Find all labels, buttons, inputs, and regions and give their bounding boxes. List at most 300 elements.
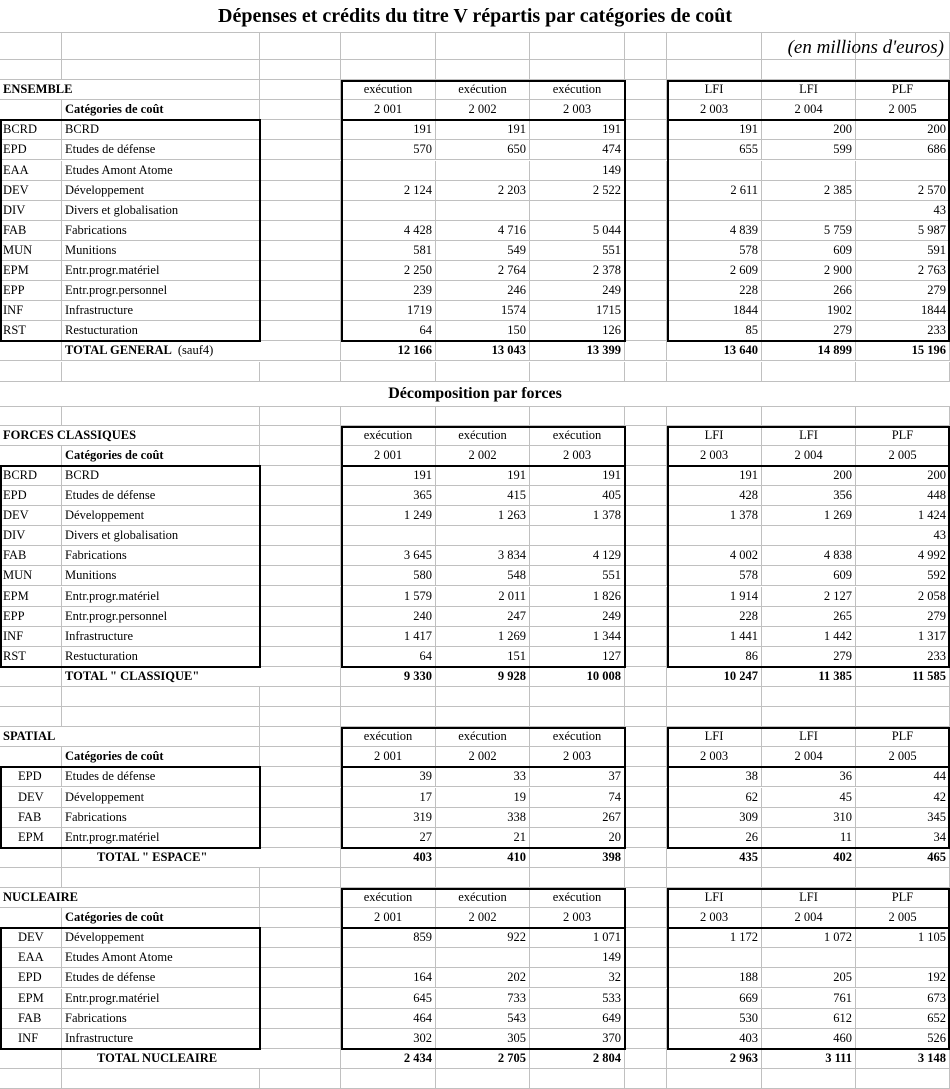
empty-cell[interactable]: [625, 707, 667, 727]
column-label[interactable]: exécution: [530, 888, 625, 908]
column-label[interactable]: exécution: [436, 727, 530, 747]
value-cell[interactable]: 34: [856, 828, 950, 848]
value-cell[interactable]: 338: [436, 808, 530, 828]
column-label[interactable]: LFI: [762, 888, 856, 908]
row-code[interactable]: DEV: [0, 506, 62, 526]
empty-cell[interactable]: [762, 687, 856, 707]
value-cell[interactable]: 609: [762, 566, 856, 586]
value-cell[interactable]: 151: [436, 647, 530, 667]
value-cell[interactable]: 1 344: [530, 627, 625, 647]
value-cell[interactable]: 365: [341, 486, 436, 506]
value-cell[interactable]: 2 058: [856, 587, 950, 607]
empty-cell[interactable]: [625, 1029, 667, 1049]
empty-cell[interactable]: [856, 687, 950, 707]
value-cell[interactable]: 2 763: [856, 261, 950, 281]
section-title[interactable]: ENSEMBLE: [0, 80, 260, 100]
empty-cell[interactable]: [762, 1069, 856, 1089]
value-cell[interactable]: 551: [530, 566, 625, 586]
value-cell[interactable]: [436, 161, 530, 181]
row-code[interactable]: FAB: [0, 808, 62, 828]
value-cell[interactable]: 4 839: [667, 221, 762, 241]
value-cell[interactable]: 200: [762, 466, 856, 486]
row-label[interactable]: Développement: [62, 181, 260, 201]
value-cell[interactable]: 1 269: [762, 506, 856, 526]
column-label[interactable]: LFI: [667, 888, 762, 908]
empty-cell[interactable]: [260, 446, 341, 466]
empty-cell[interactable]: [530, 362, 625, 382]
value-cell[interactable]: 279: [856, 607, 950, 627]
value-cell[interactable]: 44: [856, 767, 950, 787]
empty-cell[interactable]: [260, 281, 341, 301]
column-year[interactable]: 2 003: [667, 100, 762, 120]
value-cell[interactable]: 1719: [341, 301, 436, 321]
total-value[interactable]: 3 148: [856, 1049, 950, 1069]
row-label[interactable]: Munitions: [62, 566, 260, 586]
value-cell[interactable]: 191: [667, 120, 762, 140]
value-cell[interactable]: [762, 948, 856, 968]
value-cell[interactable]: 526: [856, 1029, 950, 1049]
row-code[interactable]: INF: [0, 627, 62, 647]
empty-cell[interactable]: [436, 362, 530, 382]
column-year[interactable]: 2 003: [530, 446, 625, 466]
empty-cell[interactable]: [260, 362, 341, 382]
value-cell[interactable]: 200: [856, 120, 950, 140]
row-code[interactable]: EPD: [0, 767, 62, 787]
value-cell[interactable]: [436, 526, 530, 546]
empty-cell[interactable]: [341, 362, 436, 382]
category-header[interactable]: Catégories de coût: [62, 100, 260, 120]
value-cell[interactable]: 2 011: [436, 587, 530, 607]
value-cell[interactable]: 650: [436, 140, 530, 160]
row-code[interactable]: EPD: [0, 140, 62, 160]
empty-cell[interactable]: [62, 1069, 260, 1089]
value-cell[interactable]: 533: [530, 989, 625, 1009]
empty-cell[interactable]: [625, 241, 667, 261]
empty-cell[interactable]: [62, 32, 260, 60]
empty-cell[interactable]: [260, 506, 341, 526]
row-label[interactable]: Fabrications: [62, 1009, 260, 1029]
column-year[interactable]: 2 003: [667, 908, 762, 928]
empty-cell[interactable]: [260, 140, 341, 160]
value-cell[interactable]: 2 127: [762, 587, 856, 607]
total-value[interactable]: 465: [856, 848, 950, 868]
value-cell[interactable]: 266: [762, 281, 856, 301]
empty-cell[interactable]: [0, 848, 62, 868]
value-cell[interactable]: [667, 201, 762, 221]
value-cell[interactable]: 581: [341, 241, 436, 261]
empty-cell[interactable]: [530, 60, 625, 80]
value-cell[interactable]: [667, 161, 762, 181]
value-cell[interactable]: 578: [667, 241, 762, 261]
empty-cell[interactable]: [260, 60, 341, 80]
value-cell[interactable]: 2 378: [530, 261, 625, 281]
value-cell[interactable]: 64: [341, 321, 436, 341]
empty-cell[interactable]: [625, 788, 667, 808]
value-cell[interactable]: 1 417: [341, 627, 436, 647]
value-cell[interactable]: 188: [667, 968, 762, 988]
value-cell[interactable]: 405: [530, 486, 625, 506]
total-value[interactable]: 2 804: [530, 1049, 625, 1069]
empty-cell[interactable]: [260, 928, 341, 948]
value-cell[interactable]: 591: [856, 241, 950, 261]
value-cell[interactable]: 191: [530, 466, 625, 486]
column-label[interactable]: exécution: [436, 426, 530, 446]
empty-cell[interactable]: [0, 667, 62, 687]
value-cell[interactable]: 549: [436, 241, 530, 261]
value-cell[interactable]: 42: [856, 788, 950, 808]
row-label[interactable]: Développement: [62, 928, 260, 948]
empty-cell[interactable]: [260, 888, 341, 908]
empty-cell[interactable]: [625, 908, 667, 928]
row-code[interactable]: EPM: [0, 989, 62, 1009]
empty-cell[interactable]: [260, 808, 341, 828]
empty-cell[interactable]: [625, 140, 667, 160]
empty-cell[interactable]: [260, 1009, 341, 1029]
row-label[interactable]: Entr.progr.matériel: [62, 261, 260, 281]
value-cell[interactable]: 279: [762, 321, 856, 341]
value-cell[interactable]: [341, 161, 436, 181]
row-label[interactable]: Infrastructure: [62, 627, 260, 647]
empty-cell[interactable]: [625, 948, 667, 968]
empty-cell[interactable]: [260, 100, 341, 120]
empty-cell[interactable]: [625, 1009, 667, 1029]
column-year[interactable]: 2 001: [341, 747, 436, 767]
value-cell[interactable]: 464: [341, 1009, 436, 1029]
value-cell[interactable]: 1844: [667, 301, 762, 321]
column-year[interactable]: 2 005: [856, 446, 950, 466]
empty-cell[interactable]: [625, 727, 667, 747]
empty-cell[interactable]: [762, 868, 856, 888]
total-value[interactable]: 13 043: [436, 341, 530, 361]
value-cell[interactable]: 4 838: [762, 546, 856, 566]
value-cell[interactable]: 1 071: [530, 928, 625, 948]
row-label[interactable]: Entr.progr.matériel: [62, 828, 260, 848]
empty-cell[interactable]: [260, 261, 341, 281]
value-cell[interactable]: 205: [762, 968, 856, 988]
empty-cell[interactable]: [667, 362, 762, 382]
value-cell[interactable]: 686: [856, 140, 950, 160]
empty-cell[interactable]: [530, 1069, 625, 1089]
value-cell[interactable]: 149: [530, 161, 625, 181]
empty-cell[interactable]: [625, 767, 667, 787]
row-label[interactable]: Entr.progr.matériel: [62, 989, 260, 1009]
empty-cell[interactable]: [260, 546, 341, 566]
empty-cell[interactable]: [0, 446, 62, 466]
empty-cell[interactable]: [667, 868, 762, 888]
total-label[interactable]: [62, 341, 341, 361]
column-label[interactable]: exécution: [530, 80, 625, 100]
column-year[interactable]: 2 003: [667, 446, 762, 466]
value-cell[interactable]: 191: [530, 120, 625, 140]
empty-cell[interactable]: [260, 161, 341, 181]
value-cell[interactable]: 1844: [856, 301, 950, 321]
value-cell[interactable]: 2 522: [530, 181, 625, 201]
column-year[interactable]: 2 001: [341, 446, 436, 466]
value-cell[interactable]: 548: [436, 566, 530, 586]
row-code[interactable]: DEV: [0, 181, 62, 201]
empty-cell[interactable]: [667, 707, 762, 727]
value-cell[interactable]: 530: [667, 1009, 762, 1029]
row-label[interactable]: Restucturation: [62, 647, 260, 667]
value-cell[interactable]: 39: [341, 767, 436, 787]
value-cell[interactable]: 86: [667, 647, 762, 667]
empty-cell[interactable]: [260, 426, 341, 446]
empty-cell[interactable]: [625, 546, 667, 566]
value-cell[interactable]: 1902: [762, 301, 856, 321]
empty-cell[interactable]: [436, 32, 530, 60]
value-cell[interactable]: 460: [762, 1029, 856, 1049]
empty-cell[interactable]: [625, 607, 667, 627]
value-cell[interactable]: 37: [530, 767, 625, 787]
total-value[interactable]: 10 247: [667, 667, 762, 687]
value-cell[interactable]: 33: [436, 767, 530, 787]
value-cell[interactable]: 64: [341, 647, 436, 667]
value-cell[interactable]: 150: [436, 321, 530, 341]
empty-cell[interactable]: [625, 687, 667, 707]
total-value[interactable]: 11 585: [856, 667, 950, 687]
value-cell[interactable]: 191: [436, 466, 530, 486]
value-cell[interactable]: 1 826: [530, 587, 625, 607]
value-cell[interactable]: [762, 161, 856, 181]
empty-cell[interactable]: [341, 1069, 436, 1089]
value-cell[interactable]: 1 249: [341, 506, 436, 526]
value-cell[interactable]: [856, 948, 950, 968]
category-header[interactable]: Catégories de coût: [62, 908, 260, 928]
value-cell[interactable]: 649: [530, 1009, 625, 1029]
value-cell[interactable]: 305: [436, 1029, 530, 1049]
total-value[interactable]: 398: [530, 848, 625, 868]
empty-cell[interactable]: [530, 406, 625, 426]
value-cell[interactable]: 4 002: [667, 546, 762, 566]
empty-cell[interactable]: [625, 261, 667, 281]
empty-cell[interactable]: [625, 868, 667, 888]
value-cell[interactable]: 26: [667, 828, 762, 848]
value-cell[interactable]: 240: [341, 607, 436, 627]
empty-cell[interactable]: [260, 908, 341, 928]
empty-cell[interactable]: [762, 707, 856, 727]
column-year[interactable]: 2 002: [436, 908, 530, 928]
row-code[interactable]: MUN: [0, 241, 62, 261]
value-cell[interactable]: 2 570: [856, 181, 950, 201]
empty-cell[interactable]: [260, 321, 341, 341]
column-label[interactable]: LFI: [762, 727, 856, 747]
empty-cell[interactable]: [260, 486, 341, 506]
value-cell[interactable]: 609: [762, 241, 856, 261]
column-label[interactable]: exécution: [341, 727, 436, 747]
row-code[interactable]: DIV: [0, 526, 62, 546]
column-year[interactable]: 2 002: [436, 747, 530, 767]
row-code[interactable]: INF: [0, 1029, 62, 1049]
row-label[interactable]: Divers et globalisation: [62, 201, 260, 221]
value-cell[interactable]: 3 834: [436, 546, 530, 566]
total-value[interactable]: 410: [436, 848, 530, 868]
value-cell[interactable]: 5 759: [762, 221, 856, 241]
empty-cell[interactable]: [62, 406, 260, 426]
value-cell[interactable]: 126: [530, 321, 625, 341]
empty-cell[interactable]: [625, 281, 667, 301]
total-value[interactable]: 9 928: [436, 667, 530, 687]
value-cell[interactable]: 761: [762, 989, 856, 1009]
column-year[interactable]: 2 002: [436, 100, 530, 120]
value-cell[interactable]: 200: [856, 466, 950, 486]
total-value[interactable]: 403: [341, 848, 436, 868]
value-cell[interactable]: 19: [436, 788, 530, 808]
row-code[interactable]: DIV: [0, 201, 62, 221]
empty-cell[interactable]: [260, 707, 341, 727]
value-cell[interactable]: 2 124: [341, 181, 436, 201]
column-year[interactable]: 2 003: [530, 747, 625, 767]
total-value[interactable]: 402: [762, 848, 856, 868]
empty-cell[interactable]: [260, 1029, 341, 1049]
empty-cell[interactable]: [667, 406, 762, 426]
value-cell[interactable]: 2 764: [436, 261, 530, 281]
column-year[interactable]: 2 005: [856, 908, 950, 928]
empty-cell[interactable]: [260, 647, 341, 667]
row-label[interactable]: Divers et globalisation: [62, 526, 260, 546]
empty-cell[interactable]: [625, 446, 667, 466]
empty-cell[interactable]: [436, 406, 530, 426]
column-label[interactable]: exécution: [341, 888, 436, 908]
column-label[interactable]: exécution: [341, 426, 436, 446]
value-cell[interactable]: 1 378: [530, 506, 625, 526]
empty-cell[interactable]: [625, 989, 667, 1009]
row-code[interactable]: EPD: [0, 486, 62, 506]
total-value[interactable]: 2 963: [667, 1049, 762, 1069]
column-year[interactable]: 2 004: [762, 446, 856, 466]
column-label[interactable]: PLF: [856, 80, 950, 100]
empty-cell[interactable]: [0, 341, 62, 361]
value-cell[interactable]: 655: [667, 140, 762, 160]
empty-cell[interactable]: [625, 486, 667, 506]
empty-cell[interactable]: [530, 868, 625, 888]
empty-cell[interactable]: [260, 968, 341, 988]
empty-cell[interactable]: [625, 808, 667, 828]
empty-cell[interactable]: [0, 908, 62, 928]
value-cell[interactable]: 200: [762, 120, 856, 140]
empty-cell[interactable]: [625, 587, 667, 607]
empty-cell[interactable]: [625, 362, 667, 382]
value-cell[interactable]: 239: [341, 281, 436, 301]
total-value[interactable]: 11 385: [762, 667, 856, 687]
empty-cell[interactable]: [0, 1049, 62, 1069]
value-cell[interactable]: 149: [530, 948, 625, 968]
column-label[interactable]: exécution: [436, 80, 530, 100]
value-cell[interactable]: 43: [856, 201, 950, 221]
empty-cell[interactable]: [436, 1069, 530, 1089]
value-cell[interactable]: 191: [436, 120, 530, 140]
column-label[interactable]: PLF: [856, 426, 950, 446]
value-cell[interactable]: 164: [341, 968, 436, 988]
section-title[interactable]: SPATIAL: [0, 727, 260, 747]
empty-cell[interactable]: [856, 707, 950, 727]
total-value[interactable]: 12 166: [341, 341, 436, 361]
column-label[interactable]: PLF: [856, 727, 950, 747]
total-label[interactable]: [62, 848, 341, 868]
value-cell[interactable]: 17: [341, 788, 436, 808]
value-cell[interactable]: 2 611: [667, 181, 762, 201]
row-code[interactable]: FAB: [0, 546, 62, 566]
empty-cell[interactable]: [625, 747, 667, 767]
empty-cell[interactable]: [260, 301, 341, 321]
row-code[interactable]: DEV: [0, 788, 62, 808]
row-code[interactable]: RST: [0, 647, 62, 667]
row-code[interactable]: EPP: [0, 607, 62, 627]
empty-cell[interactable]: [341, 406, 436, 426]
column-year[interactable]: 2 001: [341, 908, 436, 928]
empty-cell[interactable]: [341, 707, 436, 727]
value-cell[interactable]: 228: [667, 281, 762, 301]
section-title[interactable]: FORCES CLASSIQUES: [0, 426, 260, 446]
value-cell[interactable]: 570: [341, 140, 436, 160]
value-cell[interactable]: 922: [436, 928, 530, 948]
value-cell[interactable]: 733: [436, 989, 530, 1009]
value-cell[interactable]: 191: [341, 120, 436, 140]
total-value[interactable]: 13 640: [667, 341, 762, 361]
empty-cell[interactable]: [341, 60, 436, 80]
value-cell[interactable]: [436, 201, 530, 221]
value-cell[interactable]: 233: [856, 647, 950, 667]
empty-cell[interactable]: [625, 848, 667, 868]
value-cell[interactable]: 45: [762, 788, 856, 808]
value-cell[interactable]: 310: [762, 808, 856, 828]
empty-cell[interactable]: [260, 1069, 341, 1089]
empty-cell[interactable]: [625, 321, 667, 341]
row-code[interactable]: INF: [0, 301, 62, 321]
value-cell[interactable]: 247: [436, 607, 530, 627]
empty-cell[interactable]: [856, 362, 950, 382]
empty-cell[interactable]: [260, 466, 341, 486]
empty-cell[interactable]: [260, 221, 341, 241]
empty-cell[interactable]: [260, 828, 341, 848]
total-value[interactable]: 2 705: [436, 1049, 530, 1069]
value-cell[interactable]: 36: [762, 767, 856, 787]
empty-cell[interactable]: [62, 707, 260, 727]
empty-cell[interactable]: [625, 506, 667, 526]
value-cell[interactable]: [667, 526, 762, 546]
row-label[interactable]: Restucturation: [62, 321, 260, 341]
empty-cell[interactable]: [856, 1069, 950, 1089]
empty-cell[interactable]: [625, 968, 667, 988]
empty-cell[interactable]: [667, 687, 762, 707]
row-label[interactable]: Entr.progr.personnel: [62, 607, 260, 627]
value-cell[interactable]: [530, 201, 625, 221]
row-label[interactable]: Fabrications: [62, 808, 260, 828]
row-label[interactable]: Entr.progr.matériel: [62, 587, 260, 607]
section-title[interactable]: NUCLEAIRE: [0, 888, 260, 908]
empty-cell[interactable]: [625, 120, 667, 140]
value-cell[interactable]: 1 105: [856, 928, 950, 948]
column-year[interactable]: 2 004: [762, 100, 856, 120]
total-value[interactable]: 2 434: [341, 1049, 436, 1069]
empty-cell[interactable]: [0, 406, 62, 426]
empty-cell[interactable]: [530, 687, 625, 707]
empty-cell[interactable]: [667, 32, 762, 60]
value-cell[interactable]: 5 987: [856, 221, 950, 241]
empty-cell[interactable]: [625, 201, 667, 221]
row-code[interactable]: RST: [0, 321, 62, 341]
value-cell[interactable]: 474: [530, 140, 625, 160]
value-cell[interactable]: 4 992: [856, 546, 950, 566]
empty-cell[interactable]: [625, 181, 667, 201]
value-cell[interactable]: 5 044: [530, 221, 625, 241]
value-cell[interactable]: 1 269: [436, 627, 530, 647]
total-label[interactable]: [62, 1049, 341, 1069]
empty-cell[interactable]: [625, 928, 667, 948]
value-cell[interactable]: 249: [530, 607, 625, 627]
value-cell[interactable]: 645: [341, 989, 436, 1009]
empty-cell[interactable]: [260, 788, 341, 808]
empty-cell[interactable]: [260, 607, 341, 627]
